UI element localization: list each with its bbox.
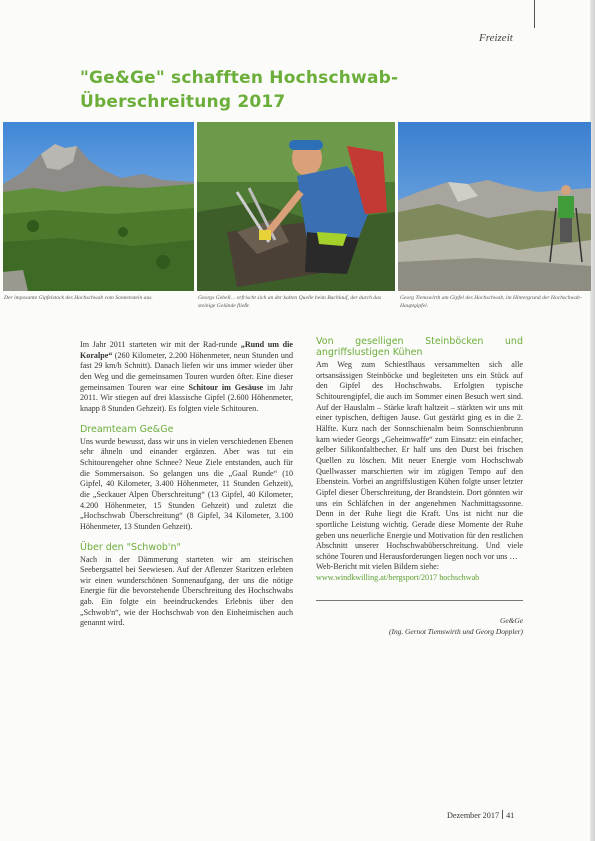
intro-bold-koralpe: „Rund um die Koralpe“	[80, 340, 293, 360]
page-number: 41	[506, 811, 515, 820]
web-report-link[interactable]: www.windkwilling.at/bergsport/2017 hochschwab	[316, 573, 480, 583]
left-column	[80, 340, 293, 629]
signature-divider	[316, 600, 523, 601]
article-title: "Ge&Ge" schafften Hochschwab-Überschreitung 2017	[80, 68, 399, 112]
photo-mountain-landscape	[3, 122, 194, 291]
signature-name: Ge&Ge	[500, 615, 523, 625]
heading-dreamteam: Dreamteam Ge&Ge	[80, 423, 174, 435]
footer-separator	[502, 810, 503, 819]
web-report-label: Web-Bericht mit vielen Bildern siehe:	[316, 562, 439, 572]
intro-text-c: im Jahr 2011. Wir stiegen auf drei klassische Gipfel (2.600 Höhenmeter, knapp 8 Stunden Gehzeit). Es folgten viele Schitouren.	[80, 382, 293, 413]
schwobn-paragraph: Nach in der Dämmerung starteten wir am steirischen Seebergsattel bei Seewiesen. Auf der Aflenzer Staritzen erlebten wir einen wunderschönen Sonnenaufgang, der uns die nötige Energie für die bevorstehende Überschreitung des Hochschwabs gab. Ein folgte ein beeindruckendes Erlebnis über den „Schwob'n“, wie der Hochschwab von den Einheimischen auch genannt wird.	[80, 554, 293, 628]
caption-photo-3: Georg Tiemswirth am Gipfel des Hochschwab, im Hintergrund der Hochschwab-Hauptgipfel.	[400, 295, 582, 309]
caption-photo-1: Der imposante Gipfelstock des Hochschwab vom Sonnenstein aus.	[4, 295, 153, 301]
intro-paragraph	[80, 340, 293, 415]
dreamteam-paragraph: Uns wurde bewusst, dass wir uns in vielen verschiedenen Ebenen sehr ähneln und einander ergänzen. Aber was tut ein Schitourengeher ohne Schnee? Neue Ziele entstanden, auch für die Sommersaison. So gelangen uns die „Gaal Runde“ (10 Gipfel, 40 Kilometer, 3.400 Höhenmeter, 11 Stunden Gehzeit), die „Seckauer Alpen Überschreitung“ (13 Gipfel, 40 Kilometer, 4.200 Höhenmeter, 15 Stunden Gehzeit) und zuletzt die „Hochschwab Überschreitung“ (8 Gipfel, 34 Kilometer, 3.100 Höhenmeter, 13 Stunden Gehzeit).	[80, 436, 293, 531]
signature-authors: (Ing. Gernot Tiemswirth und Georg Doppler)	[389, 626, 523, 636]
section-label: Freizeit	[479, 32, 513, 44]
photo-summit-hiker	[398, 122, 591, 291]
intro-text-a: Im Jahr 2011 starteten wir mit der Rad-runde	[80, 340, 241, 349]
heading-steinboecke: Von geselligen Steinböcken und angriffslustigen Kühen	[316, 336, 523, 358]
photo-hiker-at-spring	[197, 122, 395, 291]
steinboecke-paragraph: Am Weg zum Schiestlhaus versammelten sich alle ortsansässigen Steinböcke und begleiteten uns ein Stück auf den Gipfel des Hochschwabs. Erfolgten typische Schitourengipfel, die auch im Sommer einen Besuch wert sind. Auf der Hauslalm – Stärke kraft haltzeit – stärkten wir uns mit einer typischen, deftigen Jause. Gut gestärkt ging es in die 2. Hälfte. Kurz nach der Sonnschienalm beim Sonnschienbrunn kam wieder Georgs „Geheimwaffe“ zum Einsatz: ein einfacher, gelber Silikonfaltbecher. Er half uns den Durst bei frischen Quellen zu löschen. Mit neuer Energie vom Hochschwab Quellwasser marschierten wir im zügigen Tempo auf den Ebenstein. Vorbei an angriffslustigen Kühen folgte unser letzter Gipfel dieser Überschreitung, der Brandstein. Dort gönnten wir uns ein Schläfchen in der angenehmen Nachmittagssonne. Denn in der Ruhe liegt die Kraft. Uns ist nicht nur die sportliche Leistung wichtig. Gerade diese Momente der Ruhe geben uns neuerliche Energie und Motivation für den restlichen Abschnitt unserer Hochschwabüberschreitung. Und viele schöne Touren und Herausforderungen liegen noch vor uns …	[316, 360, 523, 561]
caption-photo-2: Georgs Gebell… erfrischt sich an der kalten Quelle beim Bachlauf, der durch das steinige Gelände fließt.	[198, 295, 382, 309]
intro-text-b: (260 Kilometer, 2.200 Höhenmeter, neun Stunden und fast 29 km/h Schnitt). Danach liefen wir uns immer wieder über den Weg und die gemeinsamen Touren wurden öfter. Eine dieser gemeinsamen Touren war eine	[80, 350, 293, 392]
heading-schwobn: Über den "Schwob'n"	[80, 541, 181, 553]
header-divider	[534, 0, 535, 28]
right-column	[316, 336, 523, 637]
intro-bold-gesaeuse: Schitour im Gesäuse	[188, 382, 264, 392]
page-footer	[447, 810, 514, 820]
footer-date: Dezember 2017	[447, 811, 500, 820]
